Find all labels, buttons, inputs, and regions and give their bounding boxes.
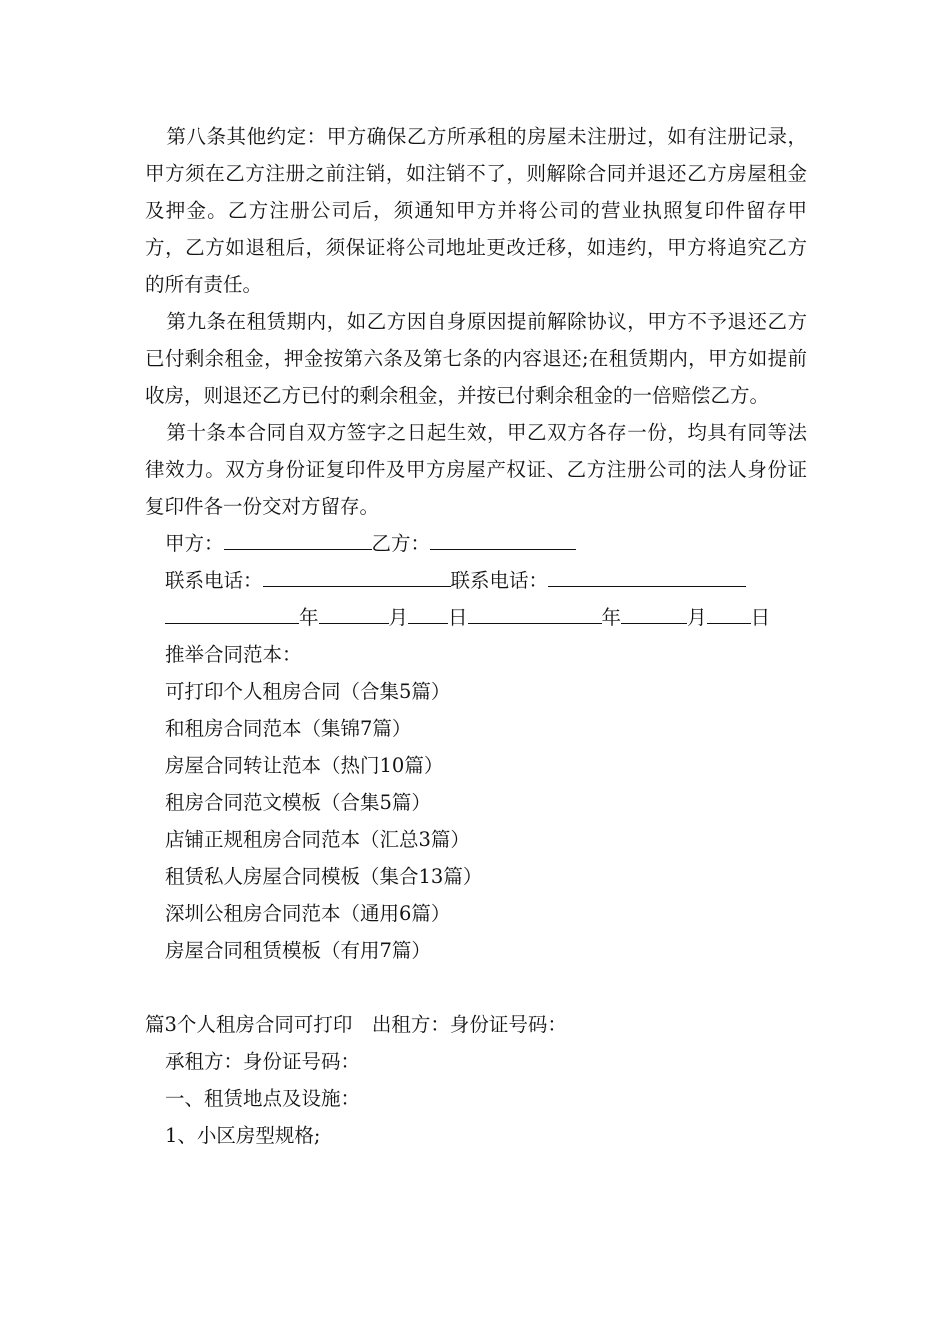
recommend-link-2[interactable]: 和租房合同范本（集锦7篇） <box>165 717 412 740</box>
recommend-link-3[interactable]: 房屋合同转让范本（热门10篇） <box>165 754 444 777</box>
month-b-blank <box>621 604 687 624</box>
recommend-link-4[interactable]: 租房合同范文模板（合集5篇） <box>165 791 431 814</box>
phone-a-label: 联系电话： <box>165 569 263 592</box>
section-3-title: 篇3个人租房合同可打印 出租方：身份证号码： <box>145 1013 567 1036</box>
party-a-blank <box>224 530 372 550</box>
recommend-link-8[interactable]: 房屋合同租赁模板（有用7篇） <box>165 939 431 962</box>
recommend-link-7[interactable]: 深圳公租房合同范本（通用6篇） <box>165 902 451 925</box>
lease-location-heading: 一、租赁地点及设施： <box>165 1087 361 1110</box>
month-b-label: 月 <box>687 606 707 629</box>
signature-phone-line <box>145 562 807 599</box>
party-b-label: 乙方： <box>371 532 431 555</box>
document-body <box>145 118 807 1154</box>
party-a-label: 甲方： <box>165 532 224 555</box>
month-a-label: 月 <box>388 606 409 629</box>
year-a-blank <box>165 604 299 624</box>
article-9: 第九条在租赁期内，如乙方因自身原因提前解除协议，甲方不予退还乙方已付剩余租金，押金按第六条及第七条的内容退还;在租赁期内，甲方如提前收房，则退还乙方已付的剩余租金，并按已付剩余租金的一倍赔偿乙方。 <box>145 310 807 407</box>
party-b-blank <box>430 530 576 550</box>
recommend-link-1[interactable]: 可打印个人租房合同（合集5篇） <box>165 680 451 703</box>
month-a-blank <box>319 604 389 624</box>
phone-a-blank <box>263 567 451 587</box>
section-spacer <box>145 969 807 1006</box>
article-8: 第八条其他约定：甲方确保乙方所承租的房屋未注册过，如有注册记录，甲方须在乙方注册之前注销，如注销不了，则解除合同并退还乙方房屋租金及押金。乙方注册公司后，须通知甲方并将公司的营业执照复印件留存甲方，乙方如退租后，须保证将公司地址更改迁移，如违约，甲方将追究乙方的所有责任。 <box>145 125 807 296</box>
lease-item-1: 1、小区房型规格; <box>165 1124 321 1147</box>
phone-b-label: 联系电话： <box>450 569 549 592</box>
day-b-blank <box>707 604 751 624</box>
year-b-blank <box>468 604 602 624</box>
article-10: 第十条本合同自双方签字之日起生效，甲乙双方各存一份，均具有同等法律效力。双方身份证复印件及甲方房屋产权证、乙方注册公司的法人身份证复印件各一份交对方留存。 <box>145 421 807 518</box>
tenant-line: 承租方：身份证号码： <box>165 1050 361 1073</box>
recommend-link-5[interactable]: 店铺正规租房合同范本（汇总3篇） <box>165 828 470 851</box>
day-a-label: 日 <box>448 606 468 629</box>
recommend-heading: 推举合同范本： <box>165 643 302 666</box>
day-b-label: 日 <box>750 606 771 629</box>
year-a-label: 年 <box>299 606 319 629</box>
phone-b-blank <box>548 567 746 587</box>
day-a-blank <box>408 604 448 624</box>
year-b-label: 年 <box>601 606 622 629</box>
recommend-link-6[interactable]: 租赁私人房屋合同模板（集合13篇） <box>165 865 483 888</box>
signature-date-line <box>145 599 807 636</box>
signature-party-line <box>145 525 807 562</box>
